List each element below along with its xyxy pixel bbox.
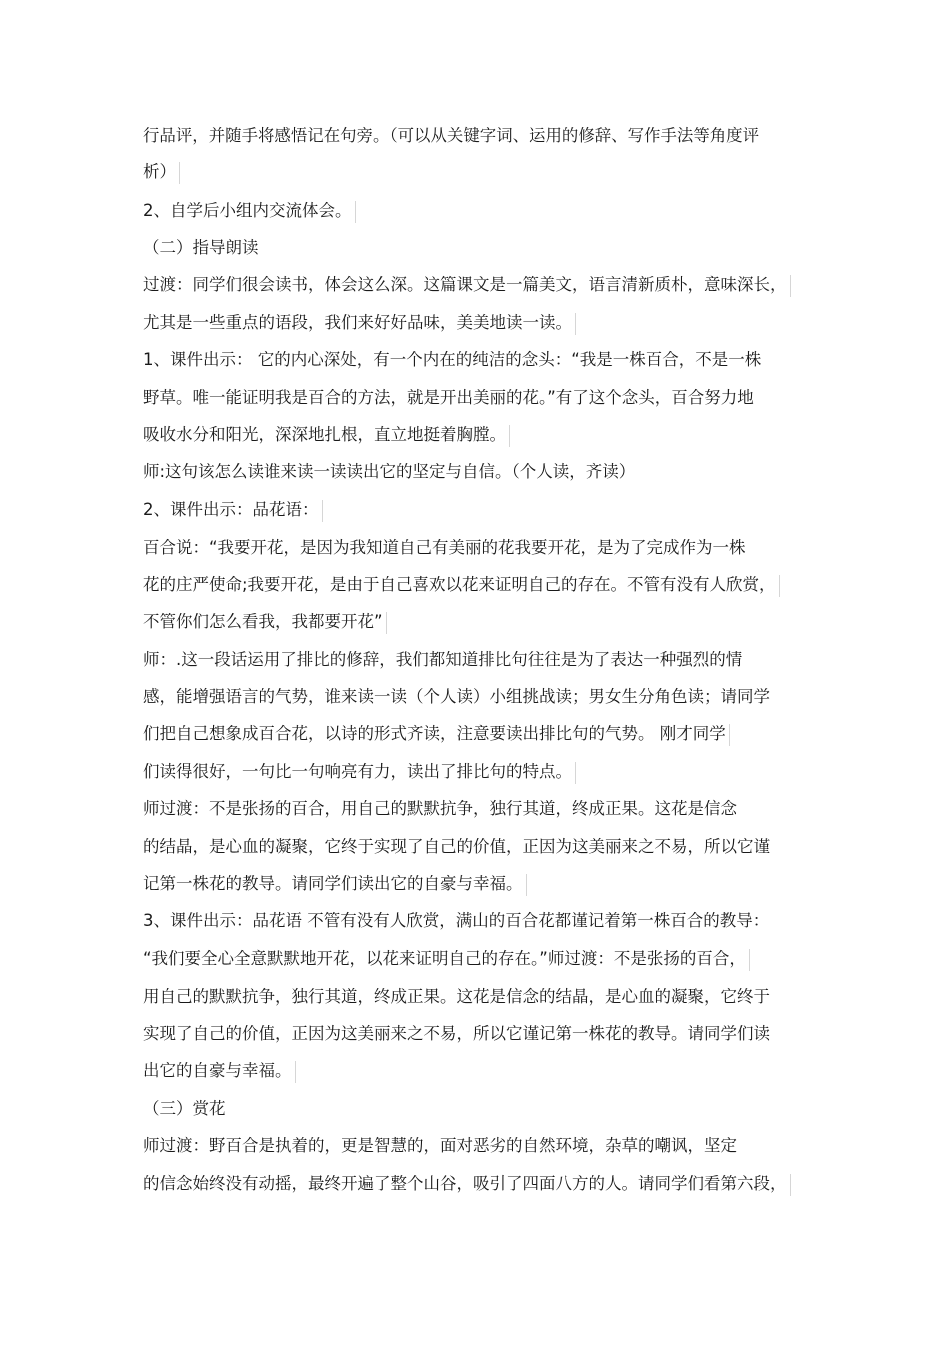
text-line: 用自己的默默抗争，独行其道，终成正果。这花是信念的结晶，是心血的凝聚，它终于	[143, 987, 770, 1006]
section-heading: （二）指导朗读	[143, 238, 259, 257]
text-line: 不管你们怎么看我，我都要开花”	[143, 610, 387, 634]
text-line: 2、课件出示：品花语：	[143, 498, 323, 522]
text-line: 们把自己想象成百合花，以诗的形式齐读，注意要读出排比句的气势。 刚才同学	[143, 722, 730, 746]
text-line: 花的庄严使命;我要开花，是由于自己喜欢以花来证明自己的存在。不管有没有人欣赏，	[143, 573, 780, 597]
text-line: 析）	[143, 160, 180, 184]
text-line: 感，能增强语言的气势，谁来读一读（个人读）小组挑战读；男女生分角色读；请同学	[143, 687, 770, 706]
section-heading: （三）赏花	[143, 1099, 226, 1118]
text-line: 记第一株花的教导。请同学们读出它的自豪与幸福。	[143, 872, 527, 896]
text-line: 们读得很好，一句比一句响亮有力，读出了排比句的特点。	[143, 760, 576, 784]
text-line: 的信念始终没有动摇，最终开遍了整个山谷，吸引了四面八方的人。请同学们看第六段，	[143, 1172, 791, 1196]
text-line: 实现了自己的价值，正因为这美丽来之不易，所以它谨记第一株花的教导。请同学们读	[143, 1024, 770, 1043]
text-line: 吸收水分和阳光，深深地扎根，直立地挺着胸膛。	[143, 423, 510, 447]
text-line: 过渡：同学们很会读书，体会这么深。这篇课文是一篇美文，语言清新质朴，意味深长，	[143, 273, 791, 297]
text-line: 2、自学后小组内交流体会。	[143, 199, 356, 223]
text-line: 师过渡：不是张扬的百合，用自己的默默抗争，独行其道，终成正果。这花是信念	[143, 799, 737, 818]
text-line: 百合说：“我要开花，是因为我知道自己有美丽的花我要开花，是为了完成作为一株	[143, 538, 746, 557]
text-line: 师:这句该怎么读谁来读一读读出它的坚定与自信。（个人读，齐读）	[143, 462, 636, 481]
text-line: 3、课件出示：品花语 不管有没有人欣赏，满山的百合花都谨记着第一株百合的教导：	[143, 911, 770, 930]
text-line: 师：.这一段话运用了排比的修辞，我们都知道排比句往往是为了表达一种强烈的情	[143, 650, 743, 669]
text-line: 师过渡：野百合是执着的，更是智慧的，面对恶劣的自然环境，杂草的嘲讽，坚定	[143, 1136, 737, 1155]
text-line: 1、课件出示： 它的内心深处，有一个内在的纯洁的念头：“我是一株百合，不是一株	[143, 350, 762, 369]
text-line: 野草。唯一能证明我是百合的方法，就是开出美丽的花。”有了这个念头，百合努力地	[143, 388, 754, 407]
text-line: 尤其是一些重点的语段，我们来好好品味，美美地读一读。	[143, 311, 576, 335]
text-line: 的结晶，是心血的凝聚，它终于实现了自己的价值，正因为这美丽来之不易，所以它谨	[143, 837, 770, 856]
text-line: 行品评，并随手将感悟记在句旁。（可以从关键字词、运用的修辞、写作手法等角度评	[143, 126, 760, 145]
text-line: 出它的自豪与幸福。	[143, 1059, 296, 1083]
text-line: “我们要全心全意默默地开花，以花来证明自己的存在。”师过渡：不是张扬的百合，	[143, 947, 750, 971]
